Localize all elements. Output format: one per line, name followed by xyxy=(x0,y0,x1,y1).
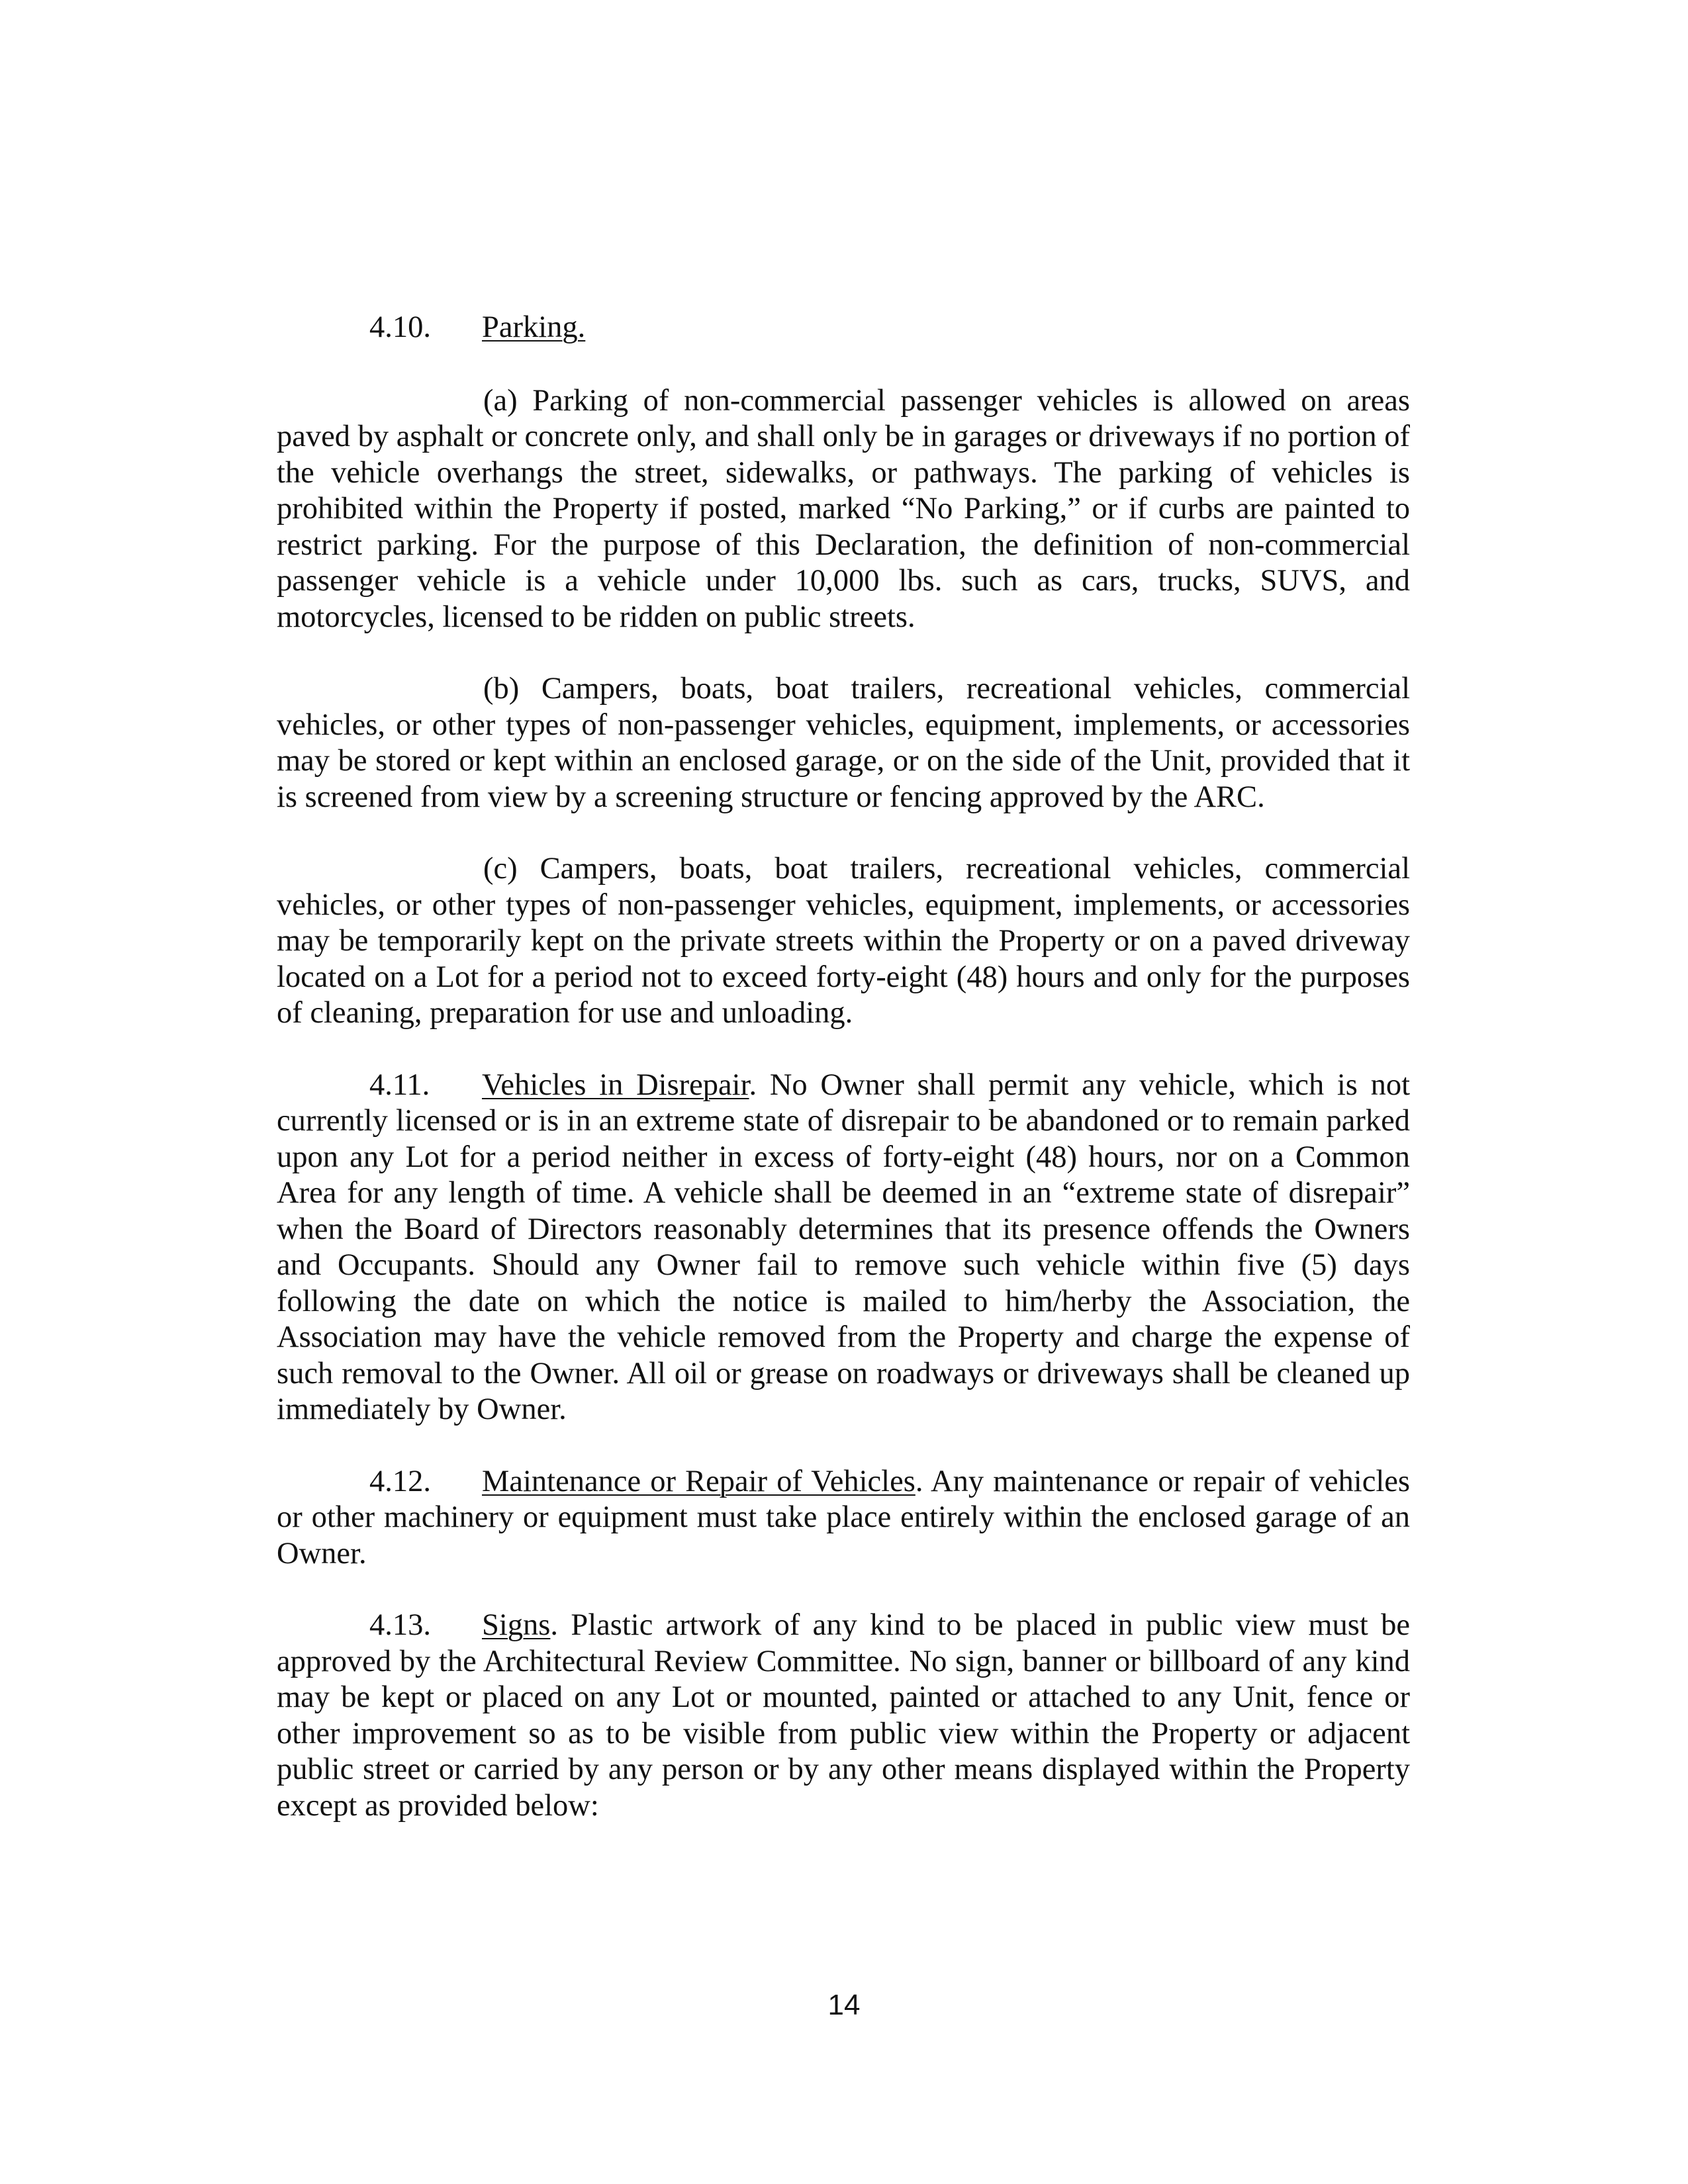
page-number: 14 xyxy=(827,1989,861,2021)
section-4-10-heading xyxy=(277,310,1410,346)
section-body: . No Owner shall permit any vehicle, which is not currently licensed or is in an extreme state of disrepair to be abandoned or to remain parked upon any Lot for a period neither in excess of forty-eight (48) hours, nor on a Common Area for any length of time. A vehicle shall be deemed in an “extreme state of disrepair” when the Board of Directors reasonably determines that its presence offends the Owners and Occupants. Should any Owner fail to remove such vehicle within five (5) days following the date on which the notice is mailed to him/herby the Association, the Association may have the vehicle removed from the Property and charge the expense of such removal to the Owner. All oil or grease on roadways or driveways shall be cleaned up immediately by Owner. xyxy=(277,1068,1410,1426)
paragraph-4-10-b: (b) Campers, boats, boat trailers, recreational vehicles, commercial vehicles, or other types of non-passenger vehicles, equipment, implements, or accessories may be stored or kept within an enclosed garage, or on the side of the Unit, provided that it is screened from view by a screening structure or fencing approved by the ARC. xyxy=(277,672,1410,814)
section-number: 4.11. xyxy=(369,1068,430,1102)
paragraph-4-10-c: (c) Campers, boats, boat trailers, recreational vehicles, commercial vehicles, or other types of non-passenger vehicles, equipment, implements, or accessories may be temporarily kept on the private streets within the Property or on a paved driveway located on a Lot for a period not to exceed forty-eight (48) hours and only for the purposes of cleaning, preparation for use and unloading. xyxy=(277,852,1410,1030)
section-number: 4.10. xyxy=(369,310,431,344)
section-body: . Any maintenance or repair of vehicles or other machinery or equipment must take place entirely within the enclosed garage of an Owner. xyxy=(277,1464,1410,1570)
section-title: Signs xyxy=(482,1608,551,1642)
section-body: . Plastic artwork of any kind to be placed in public view must be approved by the Architectural Review Committee. No sign, banner or billboard of any kind may be kept or placed on any Lot or mounted, painted or attached to any Unit, fence or other improvement so as to be visible from public view within the Property or adjacent public street or carried by any person or by any other means displayed within the Property except as provided below: xyxy=(277,1608,1410,1823)
section-4-13 xyxy=(277,1608,1410,1824)
section-4-11 xyxy=(277,1068,1410,1428)
paragraph-4-10-a: (a) Parking of non-commercial passenger vehicles is allowed on areas paved by asphalt or concrete only, and shall only be in garages or driveways if no portion of the vehicle overhangs the street, sidewalks, or pathways. The parking of vehicles is prohibited within the Property if posted, marked “No Parking,” or if curbs are painted to restrict parking. For the purpose of this Declaration, the definition of non-commercial passenger vehicle is a vehicle under 10,000 lbs. such as cars, trucks, SUVS, and motorcycles, licensed to be ridden on public streets. xyxy=(277,383,1410,634)
document-body xyxy=(277,310,1410,1860)
section-number: 4.12. xyxy=(369,1464,431,1498)
section-title: Vehicles in Disrepair xyxy=(482,1068,749,1102)
section-number: 4.13. xyxy=(369,1608,431,1642)
section-4-12 xyxy=(277,1464,1410,1572)
section-title: Maintenance or Repair of Vehicles xyxy=(482,1464,915,1498)
section-title: Parking. xyxy=(482,310,586,344)
